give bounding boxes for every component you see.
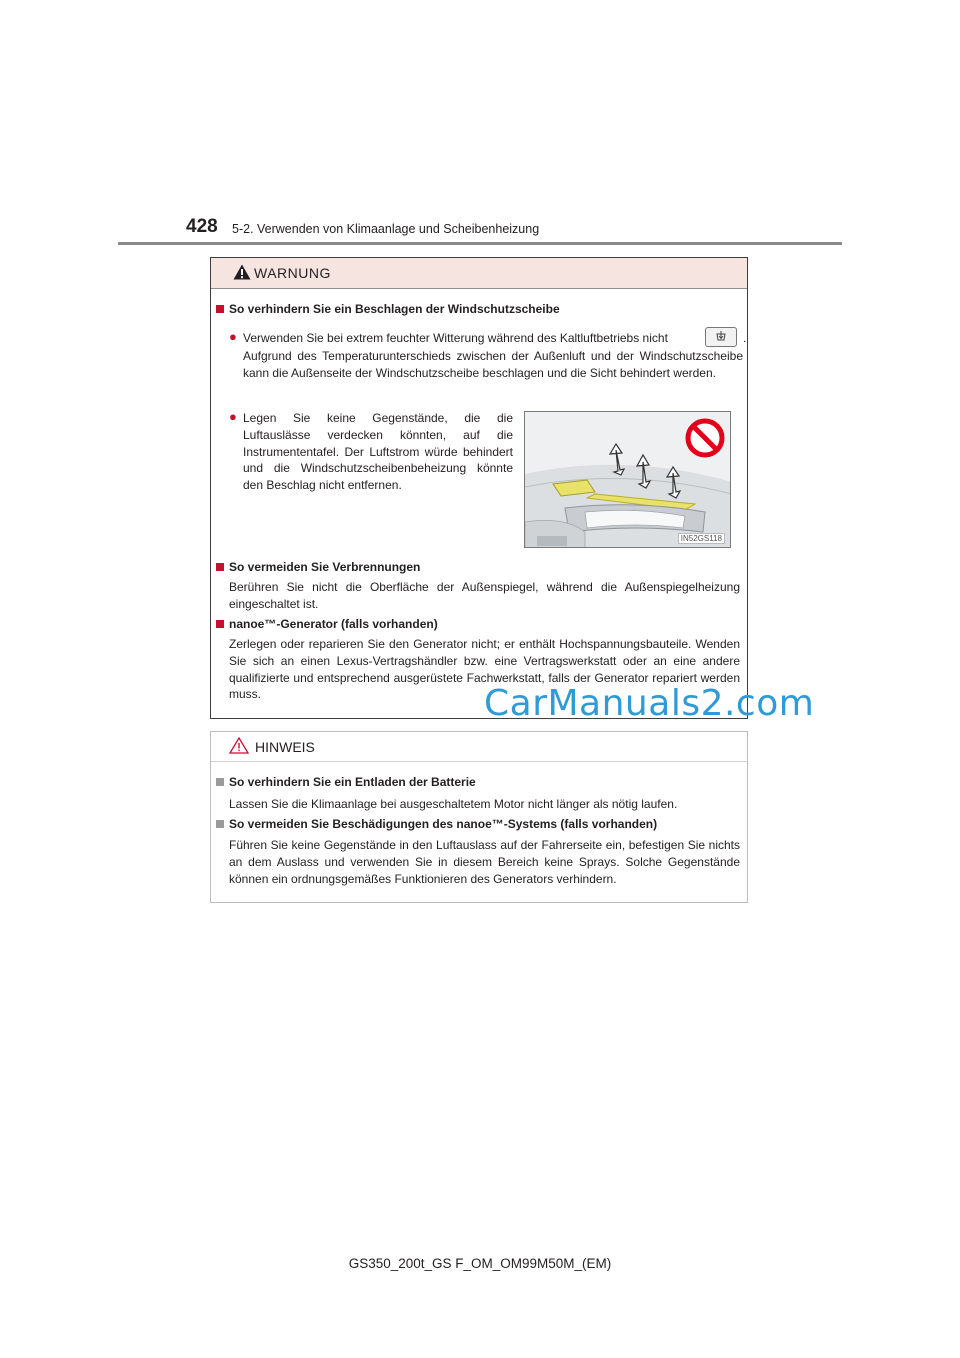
warning-section2-heading: So vermeiden Sie Verbrennungen xyxy=(216,560,420,574)
warning-bullet1-text: Aufgrund des Temperaturunterschieds zwischen der Außenluft und der Windschutzscheibe kann die Außenseite der Windschutzscheibe beschlagen und die Sicht behindert werden. xyxy=(243,349,743,380)
warning-section3-heading: nanoe™-Generator (falls vorhanden) xyxy=(216,617,438,631)
notice-header xyxy=(211,732,747,762)
notice-triangle-icon xyxy=(229,737,249,754)
square-bullet-icon xyxy=(216,563,224,571)
square-bullet-icon xyxy=(216,305,224,313)
warning-header xyxy=(211,258,747,289)
notice-title: HINWEIS xyxy=(255,739,315,755)
square-bullet-icon xyxy=(216,620,224,628)
prohibition-icon xyxy=(688,421,722,455)
warning-section2-text: Berühren Sie nicht die Oberfläche der Außenspiegel, während die Außenspiegelheizung eingeschaltet ist. xyxy=(229,580,740,611)
warning-bullet1-line1: Verwenden Sie bei extrem feuchter Witterung während des Kaltluftbetriebs nicht xyxy=(243,331,668,345)
warning-bullet1-period: . xyxy=(743,331,747,345)
notice-section2-text: Führen Sie keine Gegenstände in den Luftauslass auf der Fahrerseite ein, befestigen Sie nichts an dem Auslass und verwenden Sie in diesem Bereich keine Sprays. Solche Gegenstände können ein ordnungsgemäßes Funktionieren des Generators verhindern. xyxy=(229,838,740,886)
round-bullet-icon: ● xyxy=(229,409,237,424)
square-bullet-icon xyxy=(216,778,224,786)
defroster-button-icon xyxy=(705,327,737,347)
watermark: CarManuals2.com xyxy=(484,683,815,724)
page-number: 428 xyxy=(186,216,218,237)
warning-triangle-icon xyxy=(233,264,251,280)
square-bullet-icon xyxy=(216,820,224,828)
round-bullet-icon: ● xyxy=(229,329,237,344)
warning-section3-text: Zerlegen oder reparieren Sie den Generator nicht; er enthält Hochspannungsbauteile. Wenden Sie sich an einen Lexus-Vertragshändler bzw. eine Vertragswerkstatt oder an eine andere qualifizierte und entsprechend ausgerüstete Fachwerkstatt, falls der Generator repariert werden muss. xyxy=(229,637,740,702)
document-footer: GS350_200t_GS F_OM_OM99M50M_(EM) xyxy=(348,1256,612,1271)
notice-section1-heading: So verhindern Sie ein Entladen der Batterie xyxy=(216,775,476,789)
notice-section2-heading: So vermeiden Sie Beschädigungen des nanoe™-Systems (falls vorhanden) xyxy=(216,817,657,831)
warning-title: WARNUNG xyxy=(254,265,331,281)
illustration-code: IN52GS118 xyxy=(678,533,725,544)
warning-section1-heading: So verhindern Sie ein Beschlagen der Windschutzscheibe xyxy=(216,302,560,316)
section-title: 5-2. Verwenden von Klimaanlage und Scheibenheizung xyxy=(232,222,540,236)
header-divider xyxy=(118,242,842,245)
dashboard-vent-illustration xyxy=(524,411,731,548)
warning-bullet2-text: Legen Sie keine Gegenstände, die die Luftauslässe verdecken könnten, auf die Instrumententafel. Der Luftstrom würde behindert und die Windschutzscheibenbeheizung könnte den Beschlag nicht entfernen. xyxy=(243,411,513,493)
notice-section1-text: Lassen Sie die Klimaanlage bei ausgeschaltetem Motor nicht länger als nötig laufen. xyxy=(229,797,678,811)
